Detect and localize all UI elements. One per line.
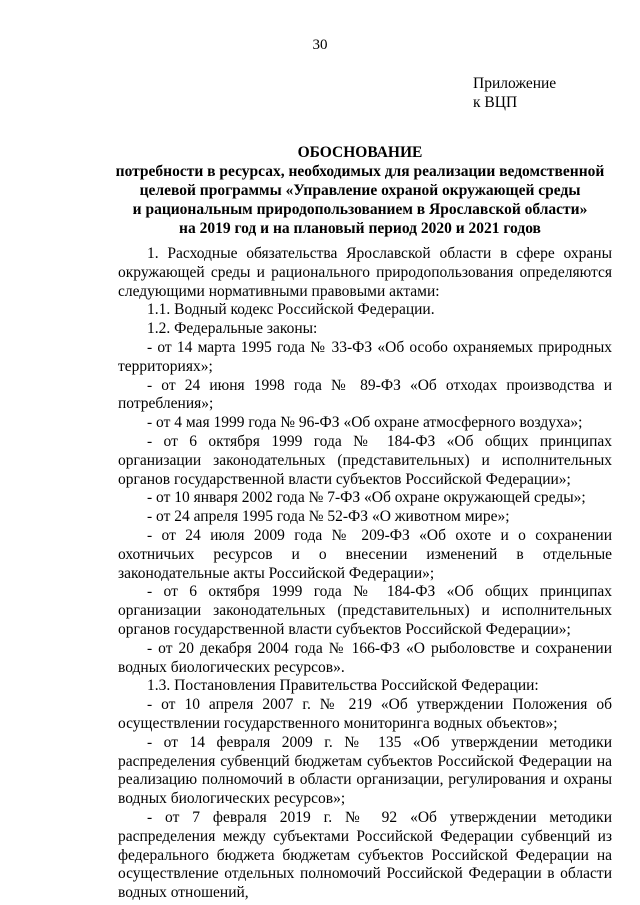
document-body xyxy=(118,245,612,903)
document-title xyxy=(60,143,640,238)
paragraph-intro: 1. Расходные обязательства Ярославской области в сфере охраны окружающей среды и рационального природопользования определяются следующими нормативными правовыми актами: xyxy=(118,245,612,300)
list-item: - от 20 декабря 2004 года № 166-ФЗ «О рыболовстве и сохранении водных биологических ресурсов». xyxy=(118,639,612,676)
list-item: - от 24 апреля 1995 года № 52-ФЗ «О животном мире»; xyxy=(147,508,510,526)
title-line-1: потребности в ресурсах, необходимых для реализации ведомственной xyxy=(115,163,605,180)
page-number: 30 xyxy=(312,37,328,53)
list-item: - от 6 октября 1999 года № 184-ФЗ «Об общих принципах организации законодательных (представительных) и исполнительных органов государственной власти субъектов Российской Федерации»; xyxy=(118,583,612,638)
appendix-line-2: к ВЦП xyxy=(473,94,518,111)
paragraph-item: 1.2. Федеральные законы: xyxy=(147,320,318,338)
title-heading: ОБОСНОВАНИЕ xyxy=(297,144,423,161)
appendix-line-1: Приложение xyxy=(473,75,557,92)
list-item: - от 6 октября 1999 года № 184-ФЗ «Об общих принципах организации законодательных (представительных) и исполнительных органов государственной власти субъектов Российской Федерации»; xyxy=(118,432,612,488)
title-line-4: на 2019 год и на плановый период 2020 и 2021 годов xyxy=(179,220,541,237)
list-item: - от 10 января 2002 года № 7-ФЗ «Об охране окружающей среды»; xyxy=(147,489,586,507)
list-item: - от 7 февраля 2019 г. № 92 «Об утверждении методики распределения между субъектами Российской Федерации субвенций из федерального бюджета бюджетам субъектов Российской Федерации на осуществление отдельных полномочий Российской Федерации в области водных отношений, xyxy=(118,808,612,902)
appendix-label xyxy=(473,74,556,112)
list-item: - от 24 июля 2009 года № 209-ФЗ «Об охоте и о сохранении охотничьих ресурсов и о внесении изменений в отдельные законодательные акты Российской Федерации»; xyxy=(118,526,612,582)
paragraph-item: 1.1. Водный кодекс Российской Федерации. xyxy=(147,301,435,319)
list-item: - от 14 февраля 2009 г. № 135 «Об утверждении методики распределения субвенций бюджетам субъектов Российской Федерации на реализацию полномочий в области организации, регулирования и охраны водных биологических ресурсов»; xyxy=(118,733,612,808)
title-line-2: целевой программы «Управление охраной окружающей среды xyxy=(139,182,581,199)
list-item: - от 4 мая 1999 года № 96-ФЗ «Об охране атмосферного воздуха»; xyxy=(147,414,583,432)
paragraph-item: 1.3. Постановления Правительства Российской Федерации: xyxy=(147,677,539,695)
list-item: - от 24 июня 1998 года № 89-ФЗ «Об отходах производства и потребления»; xyxy=(118,376,612,413)
title-line-3: и рациональным природопользованием в Ярославской области» xyxy=(132,201,588,218)
list-item: - от 10 апреля 2007 г. № 219 «Об утверждении Положения об осуществлении государственного мониторинга водных объектов»; xyxy=(118,696,612,732)
list-item: - от 14 марта 1995 года № 33-ФЗ «Об особо охраняемых природных территориях»; xyxy=(118,338,612,375)
